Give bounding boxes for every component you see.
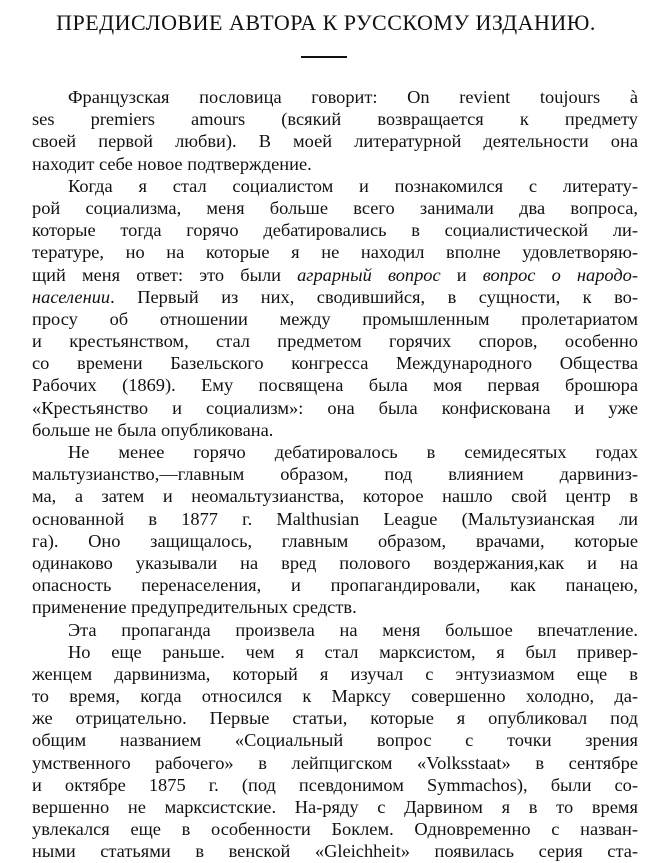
body-text <box>32 86 638 863</box>
text-line: рой социализма, меня больше всего занимали два вопроса, <box>32 197 638 218</box>
text-line: своей первой любви). В моей литературной деятельности она <box>32 131 638 152</box>
text-line: одинаково указывали на вред полового воздержания,как и на <box>32 552 638 573</box>
text-line: и крестьянством, стал предметом горячих споров, особенно <box>32 331 638 352</box>
text-line: Когда я стал социалистом и познакомился с литерату- <box>68 175 638 196</box>
text-line: «Крестьянство и социализм»: она была конфискована и уже <box>32 397 638 418</box>
text-line: ма, а затем и неомальтузианства, которое нашло свой центр в <box>32 486 638 507</box>
text-line: то время, когда относился к Марксу совершенно холодно, да- <box>32 686 638 707</box>
text-line: же отрицательно. Первые статьи, которые я опубликовал под <box>32 708 638 729</box>
text-line: просу об отношении между промышленным пролетариатом <box>32 308 638 329</box>
text-line: основанной в 1877 г. Malthusian League (Мальтузианская ли <box>32 508 638 529</box>
text-line: опасность перенаселения, и пропагандировали, как панацею, <box>32 575 638 596</box>
text-line: умственного рабочего» в лейпцигском «Volksstaat» в сентябре <box>32 752 638 773</box>
text-line: вершенно не марксистские. На-ряду с Дарвином я в то время <box>32 797 638 817</box>
text-line: увлекался еще в особенности Боклем. Одновременно с назван- <box>32 819 638 840</box>
text-line: га). Оно защищалось, главным образом, врачами, которые <box>32 530 638 551</box>
text-line: Эта пропаганда произвела на меня большое впечатление. <box>68 619 638 640</box>
text-line: Рабочих (1869). Ему посвящена была моя первая брошюра <box>32 375 638 396</box>
text-line: Французская пословица говорит: On revient toujours à <box>68 87 638 107</box>
text-line: ными статьями в венской «Gleichheit» появилась серия ста- <box>32 841 638 862</box>
text-line: Но еще раньше. чем я стал марксистом, я был привер- <box>68 641 638 662</box>
text-line: и октябре 1875 г. (под псевдонимом Symmachos), были со- <box>32 774 638 795</box>
text-line: которые тогда горячо дебатировались в социалистической ли- <box>32 220 638 241</box>
text-line: тературе, но на которые я не находил вполне удовлетворяю- <box>32 242 638 263</box>
title-divider <box>301 56 347 58</box>
text-line: находит себе новое подтверждение. <box>32 153 312 174</box>
text-line: щий меня ответ: это были аграрный вопрос и вопрос о народо- <box>32 264 638 285</box>
page-title: ПРЕДИСЛОВИЕ АВТОРА К РУССКОМУ ИЗДАНИЮ. <box>56 10 596 35</box>
text-line: применение предупредительных средств. <box>32 597 357 618</box>
text-line: общим названием «Социальный вопрос с точки зрения <box>32 730 638 751</box>
text-line: со времени Базельского конгресса Международного Общества <box>32 353 638 374</box>
text-line: мальтузианство,—главным образом, под влиянием дарвиниз- <box>32 464 638 485</box>
text-line: населении. Первый из них, сводившийся, в сущности, к во- <box>32 286 638 307</box>
text-line: больше не была опубликована. <box>32 419 274 440</box>
text-line: женцем дарвинизма, который я изучал с энтузиазмом еще в <box>32 663 638 684</box>
text-line: ses premiers amours (всякий возвращается к предмету <box>32 109 638 130</box>
text-line: Не менее горячо дебатировалось в семидесятых годах <box>68 442 638 462</box>
